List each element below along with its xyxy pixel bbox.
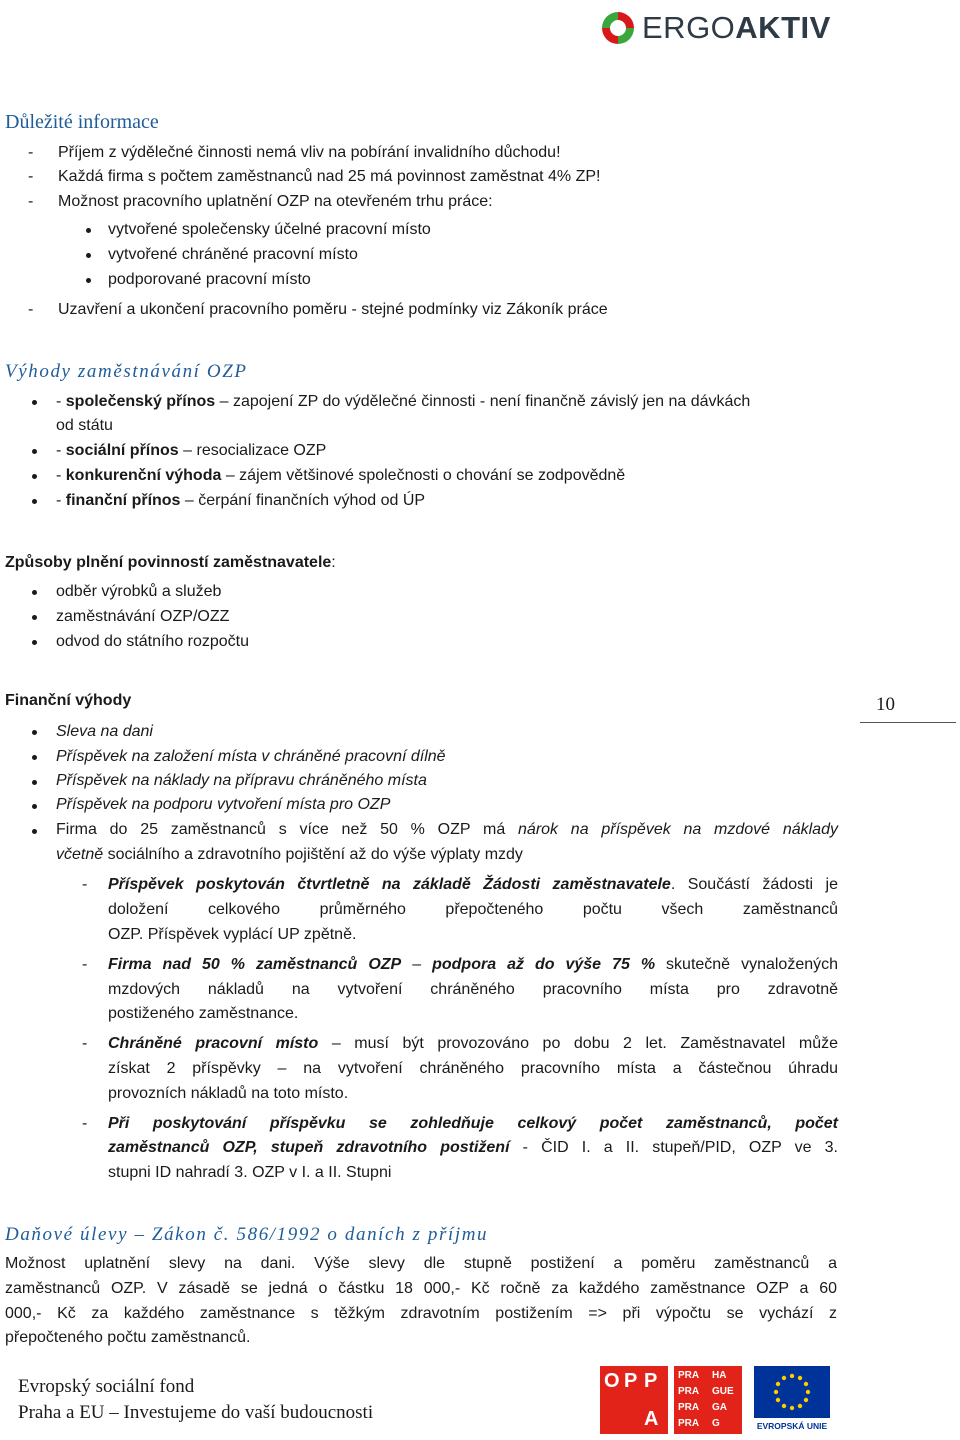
- bullet-icon: [32, 640, 37, 645]
- dash-marker: -: [82, 1035, 88, 1052]
- dash-marker: -: [28, 301, 34, 318]
- list-item: Příjem z výdělečné činnosti nemá vliv na pobírání invalidního důchodu!: [58, 144, 561, 161]
- ergoaktiv-logo: [598, 8, 838, 48]
- sub-item-4-line3: stupni ID nahradí 3. OZP v I. a II. Stupni: [108, 1164, 392, 1181]
- sub-item-4-line2: zaměstnanců OZP, stupeň zdravotního postižení - ČID I. a II. stupeň/PID, OZP ve 3.: [108, 1139, 838, 1156]
- list-item: - finanční přínos – čerpání finančních výhod od ÚP: [56, 492, 426, 509]
- sub-item-4: Při poskytování příspěvku se zohledňuje celkový počet zaměstnanců, počet: [108, 1115, 838, 1132]
- list-item-firma-cont: včetně sociálního a zdravotního pojištění až do výše výplaty mzdy: [56, 846, 523, 863]
- sub-item-2: Firma nad 50 % zaměstnanců OZP – podpora až do výše 75 % skutečně vynaložených: [108, 956, 839, 973]
- bullet-icon: [32, 730, 37, 735]
- bullet-icon: [32, 590, 37, 595]
- eu-logo: [752, 1366, 832, 1436]
- list-item: Možnost pracovního uplatnění OZP na otevřeném trhu práce:: [58, 193, 493, 210]
- paragraph-line: Možnost uplatnění slevy na dani. Výše slevy dle stupně postižení a poměru zaměstnanců a: [5, 1255, 837, 1272]
- opp-letter: A: [644, 1408, 659, 1430]
- praha-cell: PRA: [678, 1402, 700, 1413]
- praha-cell: GA: [712, 1402, 727, 1413]
- footer-slogan: Praha a EU – Investujeme do vaší budoucnosti: [18, 1402, 374, 1423]
- bullet-icon: [32, 615, 37, 620]
- sub-item-1-line3: OZP. Příspěvek vyplácí UP zpětně.: [108, 926, 357, 943]
- praha-logo: [674, 1366, 742, 1434]
- list-item: odvod do státního rozpočtu: [56, 633, 250, 650]
- praha-cell: GUE: [712, 1386, 734, 1397]
- section-title-important-info: Důležité informace: [5, 111, 159, 133]
- bullet-icon: [32, 829, 37, 834]
- eu-label: EVROPSKÁ UNIE: [756, 1421, 828, 1431]
- bullet-icon: [32, 499, 37, 504]
- bullet-icon: [32, 780, 37, 785]
- list-subitem: vytvořené společensky účelné pracovní místo: [108, 221, 431, 238]
- list-item: Uzavření a ukončení pracovního poměru - stejné podmínky viz Zákoník práce: [58, 301, 608, 318]
- sub-item-3: Chráněné pracovní místo – musí být provozováno po dobu 2 let. Zaměstnavatel může: [108, 1035, 838, 1052]
- section-title-obligations: Způsoby plnění povinností zaměstnavatele:: [5, 554, 336, 571]
- eu-flag-icon: [754, 1366, 830, 1418]
- list-subitem: podporované pracovní místo: [108, 271, 311, 288]
- sub-item-1-line2: doložení celkového průměrného přepočteného počtu všech zaměstnanců: [108, 901, 838, 918]
- opp-letter: P: [644, 1370, 658, 1392]
- dash-marker: -: [82, 876, 88, 893]
- sub-item-2-line2: mzdových nákladů na vytvoření chráněného pracovního místa pro zdravotně: [108, 981, 838, 998]
- praha-cell: PRA: [678, 1386, 700, 1397]
- bullet-icon: [32, 755, 37, 760]
- list-item-continuation: od státu: [56, 417, 113, 434]
- dash-marker: -: [28, 193, 34, 210]
- logo-text-light: ERGO: [642, 10, 736, 45]
- praha-cell: G: [712, 1418, 720, 1429]
- list-item: - společenský přínos – zapojení ZP do výdělečné činnosti - není finančně závislý jen na dávkách: [56, 393, 751, 410]
- dash-marker: -: [28, 144, 34, 161]
- bullet-icon: [32, 474, 37, 479]
- opp-logo: [600, 1366, 668, 1434]
- logo-text-bold: AKTIV: [735, 10, 831, 45]
- bullet-icon: [86, 228, 91, 233]
- list-item: Sleva na dani: [56, 723, 153, 740]
- list-item: Příspěvek na podporu vytvoření místa pro OZP: [56, 796, 391, 813]
- footer-esf: Evropský sociální fond: [18, 1376, 195, 1397]
- sub-item-1: Příspěvek poskytován čtvrtletně na základě Žádosti zaměstnavatele. Součástí žádosti je: [108, 876, 839, 893]
- dash-marker: -: [82, 956, 88, 973]
- opp-letter: O: [604, 1370, 620, 1392]
- sub-item-2-line3: postiženého zaměstnance.: [108, 1005, 299, 1022]
- sub-item-3-line2: získat 2 příspěvky – na vytvoření chráněného pracovního místa a částečnou úhradu: [108, 1060, 838, 1077]
- section-title-benefits: Výhody zaměstnávání OZP: [5, 361, 248, 382]
- dash-marker: -: [28, 168, 34, 185]
- list-item: Každá firma s počtem zaměstnanců nad 25 má povinnost zaměstnat 4% ZP!: [58, 168, 601, 185]
- paragraph-line: 000,- Kč za každého zaměstnance s těžkým zdravotním postižením => při výpočtu se vychází z: [5, 1305, 837, 1322]
- list-item: Příspěvek na náklady na přípravu chráněného místa: [56, 772, 427, 789]
- praha-cell: PRA: [678, 1370, 700, 1381]
- list-item-firma: Firma do 25 zaměstnanců s více než 50 % OZP má nárok na příspěvek na mzdové náklady: [56, 821, 838, 838]
- praha-cell: HA: [712, 1370, 727, 1381]
- bullet-icon: [32, 400, 37, 405]
- sub-item-3-line3: provozních nákladů na toto místo.: [108, 1085, 349, 1102]
- paragraph-line: přepočteného počtu zaměstnanců.: [5, 1329, 251, 1346]
- list-item: - konkurenční výhoda – zájem většinové společnosti o chování se zodpovědně: [56, 467, 626, 484]
- bullet-icon: [32, 804, 37, 809]
- list-item: Příspěvek na založení místa v chráněné pracovní dílně: [56, 748, 446, 765]
- page-number-rule: [860, 722, 956, 723]
- opp-letter: P: [624, 1370, 638, 1392]
- page-number: 10: [876, 694, 895, 715]
- praha-cell: PRA: [678, 1418, 700, 1429]
- bullet-icon: [86, 278, 91, 283]
- section-title-tax-relief: Daňové úlevy – Zákon č. 586/1992 o daních z příjmu: [5, 1224, 489, 1245]
- paragraph-line: zaměstnanců OZP. V zásadě se jedná o částku 18 000,- Kč ročně za každého zaměstnance OZP a 60: [5, 1280, 837, 1297]
- list-item: - sociální přínos – resocializace OZP: [56, 442, 327, 459]
- bullet-icon: [86, 253, 91, 258]
- list-item: odběr výrobků a služeb: [56, 583, 222, 600]
- dash-marker: -: [82, 1115, 88, 1132]
- section-title-financial: Finanční výhody: [5, 692, 132, 709]
- logo-mark-icon: [598, 8, 638, 48]
- list-item: zaměstnávání OZP/OZZ: [56, 608, 230, 625]
- list-subitem: vytvořené chráněné pracovní místo: [108, 246, 358, 263]
- bullet-icon: [32, 449, 37, 454]
